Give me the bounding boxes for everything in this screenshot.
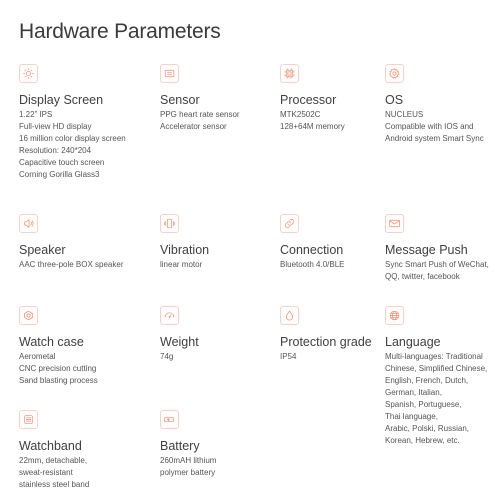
- spec-detail-line: sweat-resistant: [19, 468, 73, 477]
- spec-item-watchband: [19, 410, 137, 491]
- spec-item-weight: [160, 306, 278, 363]
- speaker-icon: [19, 214, 38, 233]
- spec-item-watch-case: [19, 306, 137, 387]
- spec-detail-line: Bluetooth 4.0/BLE: [280, 260, 345, 269]
- spec-detail-line: QQ, twitter, facebook: [385, 272, 460, 281]
- spec-detail-line: Aerometal: [19, 352, 56, 361]
- spec-label: Speaker: [19, 243, 66, 257]
- spec-detail-line: polymer battery: [160, 468, 216, 477]
- spec-item-sensor: [160, 64, 278, 133]
- spec-detail-line: Thai language,: [385, 412, 438, 421]
- spec-label: Processor: [280, 93, 337, 107]
- spec-item-protection-grade: [280, 306, 398, 363]
- sensor-icon: [160, 64, 179, 83]
- spec-details: [385, 351, 500, 447]
- spec-detail-line: 22mm, detachable,: [19, 456, 88, 465]
- spec-details: [280, 109, 398, 133]
- spec-details: [19, 455, 137, 491]
- vibration-icon: [160, 214, 179, 233]
- spec-details: [160, 455, 278, 479]
- spec-details: [280, 259, 398, 271]
- spec-label: Protection grade: [280, 335, 372, 349]
- spec-item-os: [385, 64, 500, 145]
- spec-detail-line: Accelerator sensor: [160, 122, 227, 131]
- link-icon: [280, 214, 299, 233]
- spec-label: Language: [385, 335, 441, 349]
- spec-detail-line: Korean, Hebrew, etc.: [385, 436, 460, 445]
- spec-item-display-screen: [19, 64, 137, 181]
- spec-detail-line: Resolution: 240*204: [19, 146, 92, 155]
- spec-detail-line: Android system Smart Sync: [385, 134, 484, 143]
- spec-detail-line: NUCLEUS: [385, 110, 424, 119]
- water-drop-icon: [280, 306, 299, 325]
- spec-label: Vibration: [160, 243, 210, 257]
- spec-details: [385, 109, 500, 145]
- spec-label: OS: [385, 93, 404, 107]
- spec-detail-line: stainless steel band: [19, 480, 90, 489]
- spec-detail-line: AAC three-pole BOX speaker: [19, 260, 124, 269]
- spec-detail-line: Spanish, Portuguese,: [385, 400, 462, 409]
- battery-icon: [160, 410, 179, 429]
- spec-item-connection: [280, 214, 398, 271]
- spec-item-speaker: [19, 214, 137, 271]
- spec-label: Watchband: [19, 439, 82, 453]
- spec-details: [19, 109, 137, 181]
- spec-detail-line: linear motor: [160, 260, 203, 269]
- spec-detail-line: Capacitive touch screen: [19, 158, 105, 167]
- spec-detail-line: Arabic, Polski, Russian,: [385, 424, 470, 433]
- spec-label: Battery: [160, 439, 200, 453]
- spec-detail-line: 128+64M memory: [280, 122, 345, 131]
- spec-details: [160, 351, 278, 363]
- weight-icon: [160, 306, 179, 325]
- spec-label: Sensor: [160, 93, 200, 107]
- spec-item-message-push: [385, 214, 500, 283]
- spec-detail-line: 1.22” IPS: [19, 110, 53, 119]
- spec-details: [160, 109, 278, 133]
- processor-icon: [280, 64, 299, 83]
- spec-details: [385, 259, 500, 283]
- spec-details: [280, 351, 398, 363]
- spec-detail-line: German, Italian,: [385, 388, 442, 397]
- spec-detail-line: PPG heart rate sensor: [160, 110, 240, 119]
- spec-detail-line: 74g: [160, 352, 174, 361]
- spec-detail-line: IP54: [280, 352, 297, 361]
- spec-item-battery: [160, 410, 278, 479]
- spec-label: Connection: [280, 243, 344, 257]
- spec-detail-line: Full-view HD display: [19, 122, 92, 131]
- spec-label: Message Push: [385, 243, 468, 257]
- spec-label: Watch case: [19, 335, 84, 349]
- spec-item-language: [385, 306, 500, 447]
- gear-icon: [385, 64, 404, 83]
- page-title: Hardware Parameters: [19, 20, 221, 43]
- spec-details: [19, 351, 137, 387]
- spec-detail-line: 16 million color display screen: [19, 134, 126, 143]
- spec-detail-line: Sync Smart Push of WeChat,: [385, 260, 489, 269]
- watch-case-icon: [19, 306, 38, 325]
- spec-detail-line: Corning Gorilla Glass3: [19, 170, 100, 179]
- spec-details: [160, 259, 278, 271]
- spec-detail-line: 260mAH lithium: [160, 456, 217, 465]
- spec-label: Weight: [160, 335, 199, 349]
- spec-detail-line: English, French, Dutch,: [385, 376, 469, 385]
- spec-item-processor: [280, 64, 398, 133]
- spec-detail-line: Multi-languages: Traditional: [385, 352, 483, 361]
- spec-detail-line: CNC precision cutting: [19, 364, 97, 373]
- brightness-icon: [19, 64, 38, 83]
- globe-icon: [385, 306, 404, 325]
- spec-details: [19, 259, 137, 271]
- spec-detail-line: Compatible with IOS and: [385, 122, 474, 131]
- watchband-icon: [19, 410, 38, 429]
- message-icon: [385, 214, 404, 233]
- spec-detail-line: MTK2502C: [280, 110, 321, 119]
- spec-label: Display Screen: [19, 93, 104, 107]
- spec-detail-line: Sand blasting process: [19, 376, 98, 385]
- spec-item-vibration: [160, 214, 278, 271]
- spec-detail-line: Chinese, Simplified Chinese,: [385, 364, 488, 373]
